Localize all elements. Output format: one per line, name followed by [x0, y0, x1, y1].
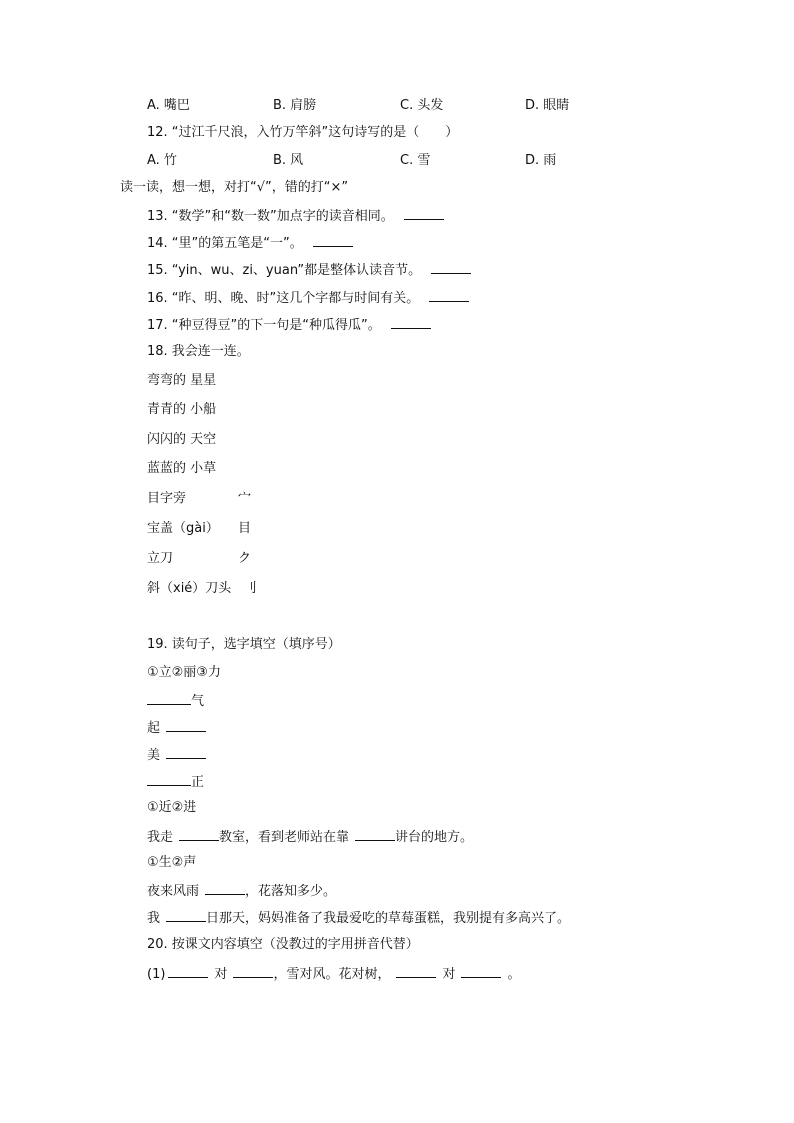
q19-choices-2: ①近②进	[147, 800, 197, 815]
q19-item	[147, 718, 206, 738]
sentence-part: ，雪对风。花对树，	[273, 967, 391, 982]
sentence-part: 对	[214, 967, 228, 982]
q19-char: 正	[191, 775, 205, 790]
q12-option-b: B. 风	[273, 153, 304, 168]
q19-item	[147, 772, 204, 792]
sentence-part: 我走	[147, 830, 174, 845]
answer-blank[interactable]	[168, 964, 208, 978]
q19-choices-3: ①生②声	[147, 855, 197, 870]
sentence-part: 夜来风雨	[147, 884, 200, 899]
q18-title: 18. 我会连一连。	[147, 344, 250, 359]
judge-text: 16. “昨、明、晚、时”这几个字都与时间有关。	[147, 291, 420, 306]
q19-item	[147, 691, 204, 711]
q12-text: 12. “过江千尺浪，入竹万竿斜”这句诗写的是（ ）	[147, 125, 459, 140]
answer-blank[interactable]	[233, 964, 273, 978]
q19-char: 美	[147, 748, 161, 763]
sentence-part: (1)	[147, 967, 166, 982]
q18-radical-left: 立刀	[147, 551, 174, 566]
answer-blank[interactable]	[355, 827, 395, 841]
q18-phrase: 青青的 小船	[147, 402, 217, 417]
q18-radical-right: 目	[238, 521, 252, 536]
q18-phrase: 蓝蓝的 小草	[147, 461, 217, 476]
q19-choices-1: ①立②丽③力	[147, 665, 221, 680]
sentence-part: 我	[147, 911, 161, 926]
answer-blank[interactable]	[404, 206, 444, 220]
q12-option-d: D. 雨	[525, 153, 557, 168]
sentence-part: 。	[507, 967, 521, 982]
q11-option-c: C. 头发	[400, 98, 444, 113]
sentence-part: 对	[442, 967, 456, 982]
q19-sentence	[147, 827, 473, 847]
judge-text: 15. “yin、wu、zi、yuan”都是整体认读音节。	[147, 263, 422, 278]
answer-blank[interactable]	[313, 233, 353, 247]
judge-item-14	[147, 233, 353, 253]
answer-blank[interactable]	[461, 964, 501, 978]
q18-radical-right: 刂	[244, 581, 258, 596]
sentence-part: 讲台的地方。	[395, 830, 474, 845]
judge-text: 17. “种豆得豆”的下一句是“种瓜得瓜”。	[147, 318, 381, 333]
judge-item-15	[147, 260, 471, 280]
q18-phrase: 闪闪的 天空	[147, 432, 217, 447]
sentence-part: 日那天，妈妈准备了我最爱吃的草莓蛋糕，我别提有多高兴了。	[206, 911, 571, 926]
answer-blank[interactable]	[166, 908, 206, 922]
answer-blank[interactable]	[429, 288, 469, 302]
answer-blank[interactable]	[396, 964, 436, 978]
judge-item-16	[147, 288, 469, 308]
answer-blank[interactable]	[166, 718, 206, 732]
q18-phrase: 弯弯的 星星	[147, 373, 217, 388]
judge-text: 14. “里”的第五笔是“一”。	[147, 236, 303, 251]
q19-title: 19. 读句子，选字填空（填序号）	[147, 637, 341, 652]
q11-option-a: A. 嘴巴	[147, 98, 190, 113]
q20-line1	[147, 964, 520, 984]
section-judge-heading: 读一读，想一想，对打“√”，错的打“×”	[120, 180, 349, 195]
answer-blank[interactable]	[391, 315, 431, 329]
answer-blank[interactable]	[147, 772, 191, 786]
q11-option-b: B. 肩膀	[273, 98, 317, 113]
judge-item-13	[147, 206, 444, 226]
judge-item-17	[147, 315, 431, 335]
answer-blank[interactable]	[179, 827, 219, 841]
q19-sentence	[147, 881, 336, 901]
q20-title: 20. 按课文内容填空（没教过的字用拼音代替）	[147, 937, 419, 952]
q11-option-d: D. 眼睛	[525, 98, 570, 113]
q18-radical-left: 宝盖（gài）	[147, 521, 219, 536]
judge-text: 13. “数学”和“数一数”加点字的读音相同。	[147, 209, 394, 224]
q12-option-c: C. 雪	[400, 153, 431, 168]
q19-item	[147, 745, 206, 765]
q18-radical-right: 宀	[238, 491, 252, 506]
q19-sentence	[147, 908, 570, 928]
answer-blank[interactable]	[147, 691, 191, 705]
answer-blank[interactable]	[166, 745, 206, 759]
sentence-part: ，花落知多少。	[245, 884, 337, 899]
answer-blank[interactable]	[205, 881, 245, 895]
q12-option-a: A. 竹	[147, 153, 177, 168]
q18-radical-left: 目字旁	[147, 491, 187, 506]
q18-radical-right: ク	[238, 551, 252, 566]
q19-char: 起	[147, 721, 161, 736]
q18-radical-left: 斜（xié）刀头	[147, 581, 232, 596]
sentence-part: 教室，看到老师站在靠	[219, 830, 350, 845]
q19-char: 气	[191, 694, 205, 709]
answer-blank[interactable]	[431, 260, 471, 274]
